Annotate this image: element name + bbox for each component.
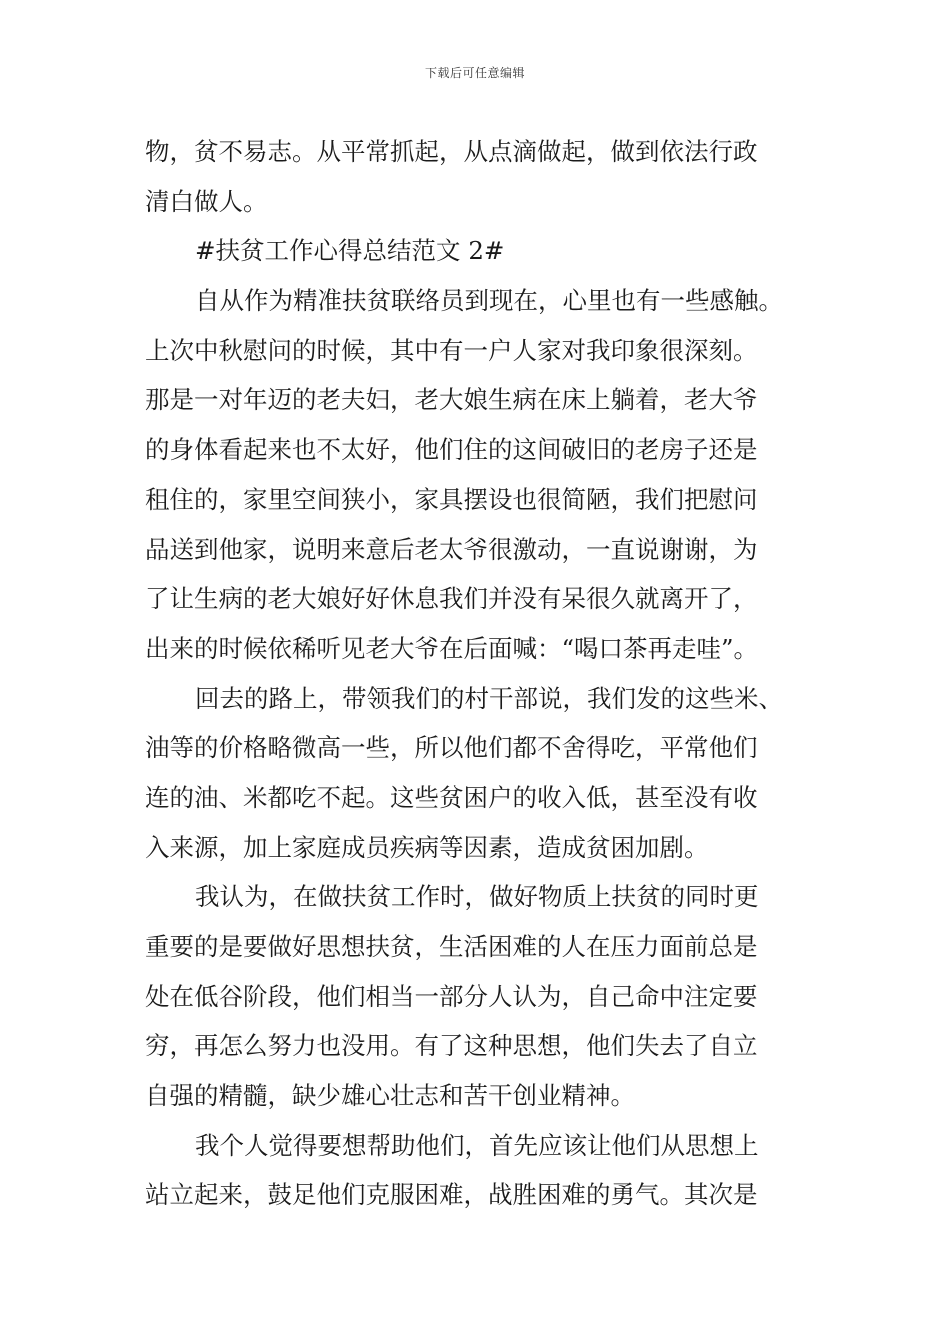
- text-line: 油等的价格略微高一些，所以他们都不舍得吃，平常他们: [145, 733, 758, 763]
- text-line: 清白做人。: [145, 186, 268, 216]
- text-line: 出来的时候依稀听见老大爷在后面喊：“喝口茶再走哇”。: [145, 633, 759, 663]
- text-line: 重要的是要做好思想扶贫，生活困难的人在压力面前总是: [145, 932, 758, 961]
- text-line: 站立起来，鼓足他们克服困难，战胜困难的勇气。其次是: [145, 1180, 758, 1210]
- text-line: 自从作为精准扶贫联络员到现在，心里也有一些感触。: [195, 286, 783, 316]
- text-line: 回去的路上，带领我们的村干部说，我们发的这些米、: [195, 683, 783, 713]
- text-line: 了让生病的老大娘好好休息我们并没有呆很久就离开了，: [145, 584, 758, 614]
- text-line: 上次中秋慰问的时候，其中有一户人家对我印象很深刻。: [145, 335, 758, 365]
- text-line: 连的油、米都吃不起。这些贫困户的收入低，甚至没有收: [145, 782, 758, 812]
- text-line: 我认为，在做扶贫工作时，做好物质上扶贫的同时更: [195, 882, 759, 912]
- text-line: 我个人觉得要想帮助他们，首先应该让他们从思想上: [195, 1130, 759, 1160]
- page-header: 下载后可任意编辑: [424, 66, 525, 80]
- document-body: [145, 127, 815, 1220]
- text-line: 物，贫不易志。从平常抓起，从点滴做起，做到依法行政: [145, 137, 758, 166]
- text-line: 穷，再怎么努力也没用。有了这种思想，他们失去了自立: [145, 1031, 758, 1061]
- text-line: 租住的，家里空间狭小，家具摆设也很简陋，我们把慰问: [145, 484, 758, 514]
- text-line: 的身体看起来也不太好，他们住的这间破旧的老房子还是: [145, 435, 758, 465]
- text-line: 品送到他家，说明来意后老太爷很激动，一直说谢谢，为: [145, 534, 758, 564]
- text-line: 那是一对年迈的老夫妇，老大娘生病在床上躺着，老大爷: [145, 385, 758, 415]
- text-line: 处在低谷阶段，他们相当一部分人认为，自己命中注定要: [145, 981, 758, 1011]
- text-line: 入来源，加上家庭成员疾病等因素，造成贫困加剧。: [145, 832, 709, 862]
- text-line: 自强的精髓，缺少雄心壮志和苦干创业精神。: [145, 1081, 635, 1111]
- text-line: #扶贫工作心得总结范文 2#: [195, 236, 505, 266]
